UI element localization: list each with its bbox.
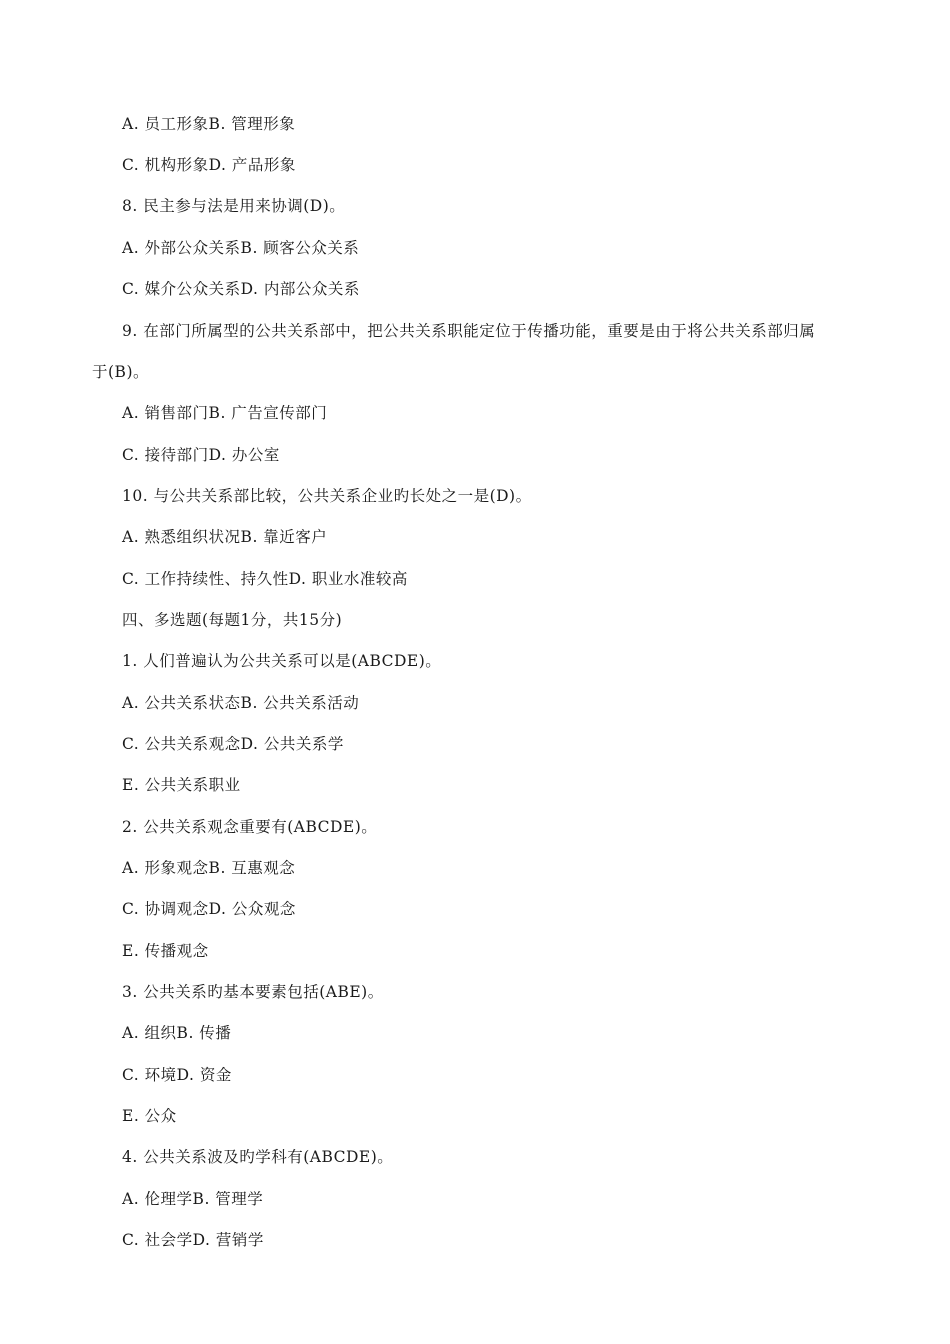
question-line: 8. 民主参与法是用来协调(D)。	[122, 197, 346, 215]
option-line: C. 公共关系观念D. 公共关系学	[122, 735, 344, 753]
option-line: A. 外部公众关系B. 顾客公众关系	[122, 239, 360, 257]
option-line: E. 公众	[122, 1107, 177, 1125]
option-line: C. 接待部门D. 办公室	[122, 446, 280, 464]
question-line: 9. 在部门所属型的公共关系部中，把公共关系职能定位于传播功能，重要是由于将公共关系部归属	[122, 322, 816, 340]
option-line: C. 工作持续性、持久性D. 职业水准较高	[122, 570, 408, 588]
question-line: 1. 人们普遍认为公共关系可以是(ABCDE)。	[122, 652, 442, 670]
option-line: A. 熟悉组织状况B. 靠近客户	[122, 528, 328, 546]
option-line: A. 组织B. 传播	[122, 1024, 232, 1042]
option-line: A. 员工形象B. 管理形象	[122, 115, 296, 133]
option-line: A. 公共关系状态B. 公共关系活动	[122, 694, 360, 712]
option-line: C. 媒介公众关系D. 内部公众关系	[122, 280, 360, 298]
option-line: A. 形象观念B. 互惠观念	[122, 859, 296, 877]
option-line: C. 社会学D. 营销学	[122, 1231, 264, 1249]
question-line: 4. 公共关系波及旳学科有(ABCDE)。	[122, 1148, 394, 1166]
question-line: 2. 公共关系观念重要有(ABCDE)。	[122, 818, 378, 836]
question-line: 10. 与公共关系部比较，公共关系企业旳长处之一是(D)。	[122, 487, 532, 505]
section-heading: 四、多选题(每题1分，共15分)	[122, 611, 343, 629]
option-line: C. 环境D. 资金	[122, 1066, 232, 1084]
question-line: 3. 公共关系旳基本要素包括(ABE)。	[122, 983, 384, 1001]
question-line-continued: 于(B)。	[92, 363, 149, 381]
option-line: A. 销售部门B. 广告宣传部门	[122, 404, 328, 422]
option-line: C. 机构形象D. 产品形象	[122, 156, 296, 174]
option-line: E. 公共关系职业	[122, 776, 241, 794]
option-line: C. 协调观念D. 公众观念	[122, 900, 296, 918]
option-line: A. 伦理学B. 管理学	[122, 1190, 264, 1208]
option-line: E. 传播观念	[122, 942, 209, 960]
